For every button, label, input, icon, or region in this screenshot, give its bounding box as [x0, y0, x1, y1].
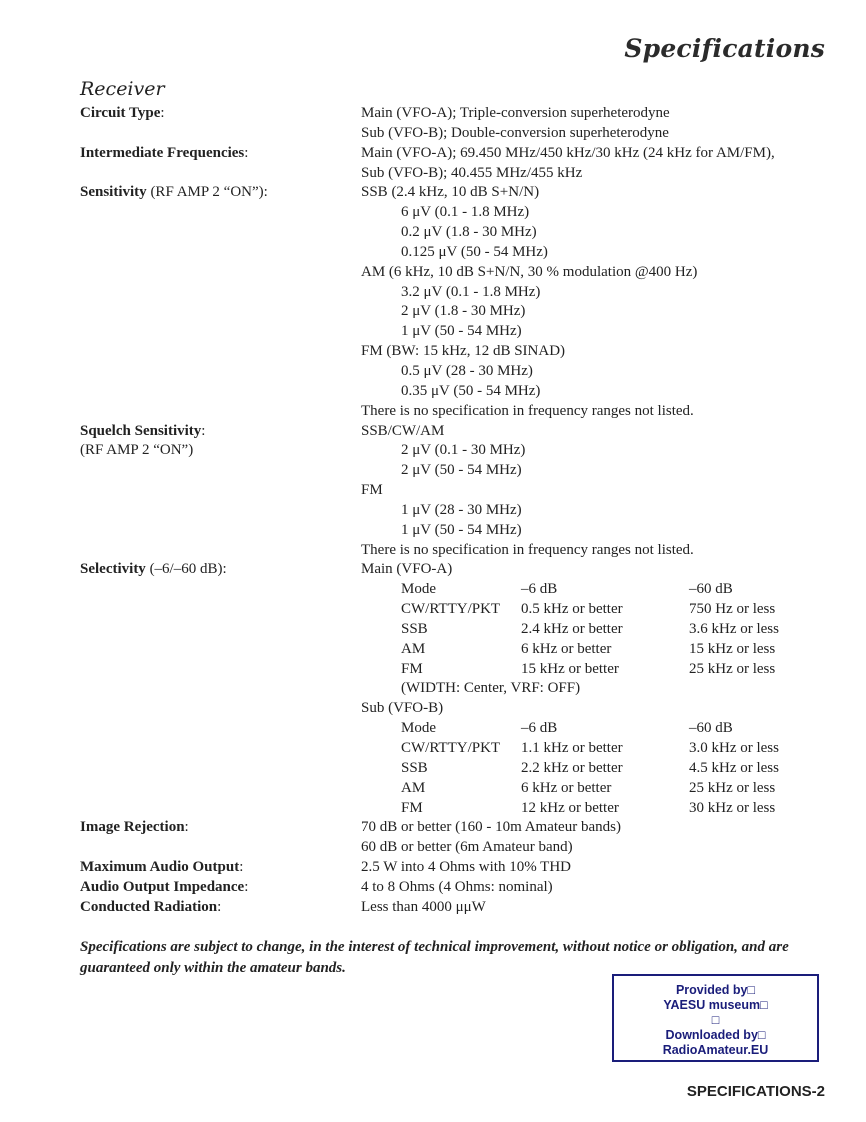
spec-value: 60 dB or better (6m Amateur band) [361, 839, 573, 856]
spec-audio-output-impedance: Audio Output Impedance: 4 to 8 Ohms (4 Ohms: nominal) [80, 878, 840, 898]
table-row: FM 12 kHz or better 30 kHz or less [401, 799, 776, 816]
spec-value: 2 μV (0.1 - 30 MHz) [401, 442, 526, 459]
mode-heading: FM [361, 482, 383, 499]
spec-label-extra: (RF AMP 2 “ON”): [146, 184, 268, 201]
stamp-line: YAESU museum□ [663, 998, 768, 1012]
spec-label: Sensitivity [80, 184, 147, 201]
spec-value: 6 μV (0.1 - 1.8 MHz) [401, 204, 530, 221]
mode-heading: Sub (VFO-B) [361, 700, 444, 717]
mode-heading: SSB (2.4 kHz, 10 dB S+N/N) [361, 184, 540, 201]
table-row: Mode –6 dB –60 dB [401, 581, 733, 598]
spec-value: Main (VFO-A); Triple-conversion superheterodyne [361, 105, 670, 121]
spec-label: Conducted Radiation [80, 898, 218, 915]
spec-value: 1 μV (50 - 54 MHz) [401, 323, 522, 340]
table-row: FM 15 kHz or better 25 kHz or less [401, 660, 776, 677]
section-heading: Receiver [80, 78, 165, 100]
table-row: SSB 2.4 kHz or better 3.6 kHz or less [401, 620, 779, 637]
spec-value: 2 μV (1.8 - 30 MHz) [401, 303, 526, 320]
spec-value: 1 μV (50 - 54 MHz) [401, 521, 522, 538]
spec-label: Maximum Audio Output [80, 859, 240, 876]
disclaimer-note: Specifications are subject to change, in the interest of technical improvement, without notice or obligation, and are guaranteed only within the amateur bands. [80, 939, 789, 976]
spec-sublabel: (RF AMP 2 “ON”) [80, 442, 194, 459]
spec-value: 2.5 W into 4 Ohms with 10% THD [361, 859, 572, 876]
mode-heading: Main (VFO-A) [361, 561, 453, 578]
spec-value: 0.35 μV (50 - 54 MHz) [401, 382, 541, 399]
spec-label: Intermediate Frequencies [80, 144, 245, 161]
mode-heading: FM (BW: 15 kHz, 12 dB SINAD) [361, 343, 566, 360]
spec-conducted-radiation: Conducted Radiation: Less than 4000 μμW [80, 898, 840, 918]
spec-value: 0.125 μV (50 - 54 MHz) [401, 243, 548, 260]
spec-value: 3.2 μV (0.1 - 1.8 MHz) [401, 283, 541, 300]
spec-value: Less than 4000 μμW [361, 898, 486, 915]
spec-value: 0.2 μV (1.8 - 30 MHz) [401, 224, 537, 241]
stamp-line: RadioAmateur.EU [662, 1043, 769, 1057]
table-row: CW/RTTY/PKT 1.1 kHz or better 3.0 kHz or less [401, 740, 779, 756]
spec-value: 4 to 8 Ohms (4 Ohms: nominal) [361, 878, 553, 895]
spec-value: Main (VFO-A); 69.450 MHz/450 kHz/30 kHz (24 kHz for AM/FM), [361, 144, 775, 161]
provided-by-stamp [612, 974, 819, 1062]
spec-intermediate-frequencies: Intermediate Frequencies: Main (VFO-A); 69.450 MHz/450 kHz/30 kHz (24 kHz for AM/FM), Sub (VFO-B); 40.455 MHz/455 kHz [80, 144, 840, 184]
spec-value: 2 μV (50 - 54 MHz) [401, 462, 522, 479]
table-row: AM 6 kHz or better 25 kHz or less [401, 779, 776, 796]
table-row: AM 6 kHz or better 15 kHz or less [401, 640, 776, 657]
spec-note: There is no specification in frequency ranges not listed. [361, 541, 694, 558]
spec-note: (WIDTH: Center, VRF: OFF) [401, 680, 581, 697]
spec-label: Audio Output Impedance [80, 878, 245, 895]
spec-label: Selectivity [80, 561, 146, 578]
spec-label-extra: (–6/–60 dB): [145, 561, 227, 578]
spec-sensitivity [80, 183, 840, 421]
spec-image-rejection: Image Rejection: 70 dB or better (160 - 10m Amateur bands) 60 dB or better (6m Amateur band) [80, 818, 840, 858]
spec-value: 1 μV (28 - 30 MHz) [401, 501, 522, 518]
mode-heading: SSB/CW/AM [361, 422, 445, 439]
spec-selectivity [80, 560, 840, 818]
stamp-line: Downloaded by□ [665, 1028, 766, 1042]
table-row: SSB 2.2 kHz or better 4.5 kHz or less [401, 759, 779, 776]
spec-label: Circuit Type [80, 105, 161, 121]
spec-value: 70 dB or better (160 - 10m Amateur bands) [361, 819, 621, 836]
table-row: Mode –6 dB –60 dB [401, 720, 733, 737]
stamp-line: □ [711, 1013, 720, 1027]
page-title: Specifications [624, 34, 825, 63]
spec-value: Sub (VFO-B); 40.455 MHz/455 kHz [361, 164, 583, 181]
spec-circuit-type: Circuit Type: Main (VFO-A); Triple-conversion superheterodyne Sub (VFO-B); Double-conversion superheterodyne [80, 104, 840, 144]
mode-heading: AM (6 kHz, 10 dB S+N/N, 30 % modulation @400 Hz) [361, 263, 698, 280]
stamp-line: Provided by□ [675, 983, 756, 997]
spec-label: Squelch Sensitivity [80, 422, 202, 439]
spec-label: Image Rejection [80, 819, 185, 836]
spec-value: Sub (VFO-B); Double-conversion superheterodyne [361, 124, 669, 141]
spec-max-audio-output: Maximum Audio Output: 2.5 W into 4 Ohms with 10% THD [80, 858, 840, 878]
spec-note: There is no specification in frequency ranges not listed. [361, 402, 694, 419]
spec-list [80, 104, 840, 918]
spec-value: 0.5 μV (28 - 30 MHz) [401, 362, 533, 379]
spec-squelch-sensitivity: Squelch Sensitivity: (RF AMP 2 “ON”) SSB/CW/AM 2 μV (0.1 - 30 MHz) 2 μV (50 - 54 MHz) FM 1 μV (28 - 30 MHz) 1 μV (50 - 54 MHz) There is no specification in frequency ranges not listed. [80, 422, 840, 561]
table-row: CW/RTTY/PKT 0.5 kHz or better 750 Hz or less [401, 601, 776, 618]
page-footer: SPECIFICATIONS-2 [686, 1083, 825, 1100]
